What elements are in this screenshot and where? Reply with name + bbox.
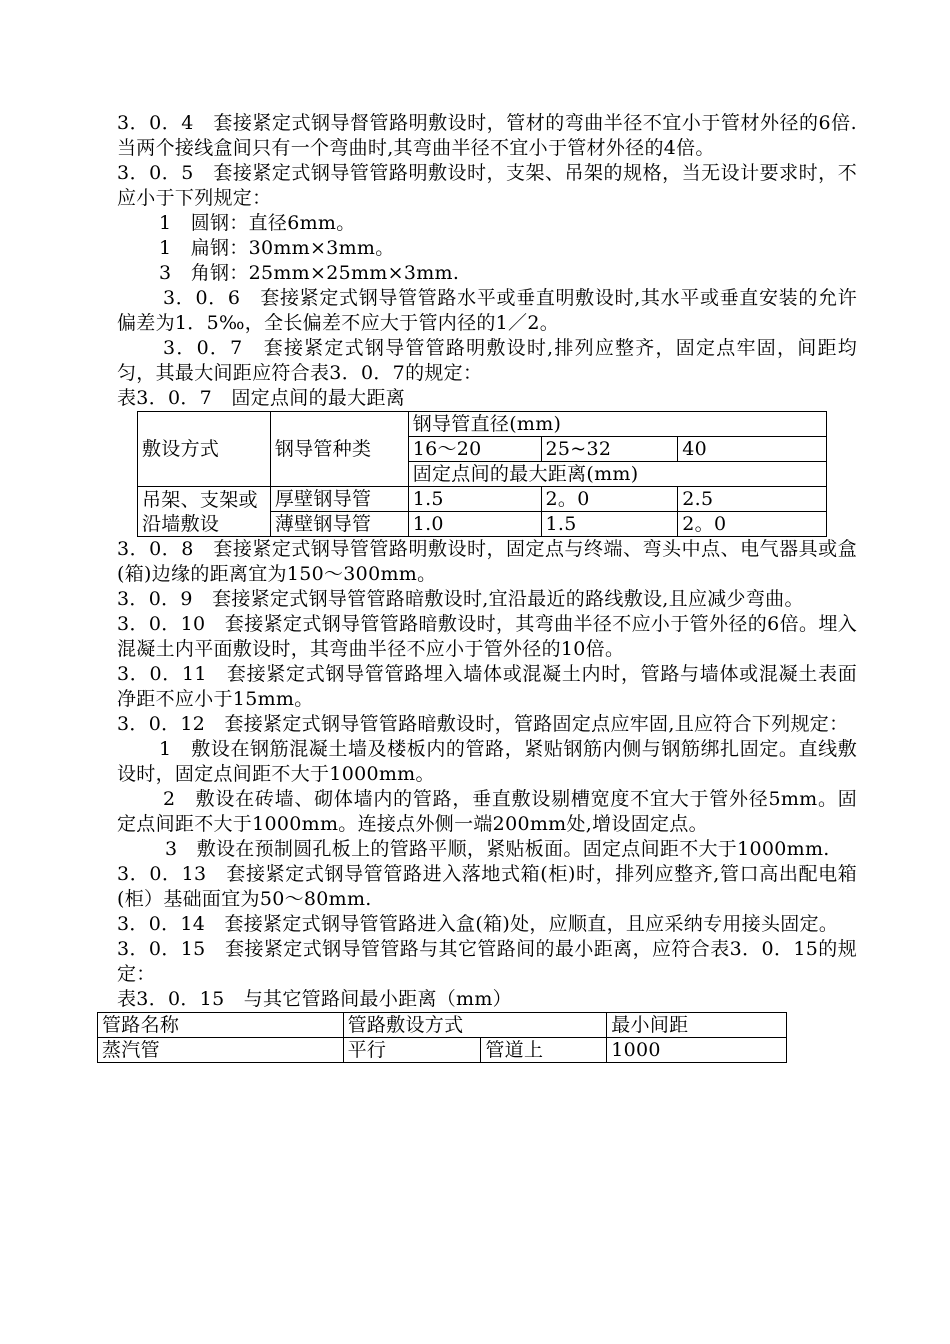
diameter-16-20: 16～20 (408, 437, 541, 462)
clause-3-0-6: 3．0．6 套接紧定式钢导管管路水平或垂直明敷设时,其水平或垂直安装的允许偏差为1．5‰，全长偏差不应大于管内径的1／2。 (117, 287, 857, 334)
clause-3-0-10: 3．0．10 套接紧定式钢导管管路暗敷设时，其弯曲半径不应小于管外径的6倍。埋入混凝土内平面敷设时，其弯曲半径不应小于管外径的10倍。 (117, 613, 857, 660)
min-distance-table (97, 1012, 787, 1063)
position-cell: 管道上 (481, 1038, 607, 1063)
table-caption-3-0-15: 表3．0．15 与其它管路间最小距离（mm） (117, 988, 512, 1010)
clause-3-0-4: 3．0．4 套接紧定式钢导督管路明敷设时，管材的弯曲半径不宜小于管材外径的6倍.当两个接线盒间只有一个弯曲时,其弯曲半径不宜小于管材外径的4倍。 (117, 112, 857, 159)
value-cell: 1.5 (408, 487, 541, 512)
header-min-distance: 最小间距 (607, 1013, 787, 1038)
list-item-round-steel: 1 圆钢：直径6mm。 (159, 212, 356, 234)
diameter-25-32: 25~32 (541, 437, 678, 462)
list-item-brick-wall: 2 敷设在砖墙、砌体墙内的管路，垂直敷设剔槽宽度不宜大于管外径5mm。固定点间距不大于1000mm。连接点外侧一端200mm处,增设固定点。 (117, 788, 857, 835)
clause-3-0-5: 3．0．5 套接紧定式钢导管管路明敷设时，支架、吊架的规格，当无设计要求时，不应小于下列规定： (117, 162, 857, 209)
header-laying-method: 敷设方式 (138, 412, 271, 487)
header-conduit-diameter: 钢导管直径(mm) (408, 412, 826, 437)
value-cell: 2。0 (541, 487, 678, 512)
min-distance-cell: 1000 (607, 1038, 787, 1063)
value-cell: 2。0 (678, 512, 827, 537)
laying-method-cell: 吊架、支架或沿墙敷设 (138, 487, 271, 537)
clause-3-0-8: 3．0．8 套接紧定式钢导管管路明敷设时，固定点与终端、弯头中点、电气器具或盒(箱)边缘的距离宜为150～300mm。 (117, 538, 857, 585)
header-pipe-laying-method: 管路敷设方式 (343, 1013, 607, 1038)
table-caption-3-0-7: 表3．0．7 固定点间的最大距离 (117, 387, 406, 409)
clause-3-0-13: 3．0．13 套接紧定式钢导管管路进入落地式箱(柜)时，排列应整齐,管口高出配电箱(柜）基础面宜为50～80mm. (117, 863, 857, 910)
list-item-flat-steel: 1 扁钢：30mm×3mm。 (159, 237, 395, 259)
value-cell: 1.5 (541, 512, 678, 537)
clause-3-0-7: 3．0．7 套接紧定式钢导管管路明敷设时,排列应整齐，固定点牢固，间距均匀，其最大间距应符合表3．0．7的规定： (117, 337, 857, 384)
clause-3-0-9: 3．0．9 套接紧定式钢导管管路暗敷设时,宜沿最近的路线敷设,且应减少弯曲。 (117, 588, 804, 610)
value-cell: 2.5 (678, 487, 827, 512)
header-conduit-type: 钢导管种类 (270, 412, 408, 487)
type-cell: 厚壁钢导管 (270, 487, 408, 512)
list-item-hollow-slab: 3 敷设在预制圆孔板上的管路平顺，紧贴板面。固定点间距不大于1000mm. (165, 838, 830, 860)
value-cell: 1.0 (408, 512, 541, 537)
clause-3-0-14: 3．0．14 套接紧定式钢导管管路进入盒(箱)处，应顺直，且应采纳专用接头固定。 (117, 913, 839, 935)
document-page (102, 111, 857, 1063)
table-row (98, 1038, 787, 1063)
header-max-distance: 固定点间的最大距离(mm) (408, 462, 826, 487)
clause-3-0-12: 3．0．12 套接紧定式钢导管管路暗敷设时，管路固定点应牢固,且应符合下列规定： (117, 713, 849, 735)
header-pipe-name: 管路名称 (98, 1013, 344, 1038)
laying-method-cell: 平行 (343, 1038, 481, 1063)
clause-3-0-15: 3．0．15 套接紧定式钢导管管路与其它管路间的最小距离，应符合表3．0．15的规定： (117, 938, 857, 985)
clause-3-0-11: 3．0．11 套接紧定式钢导管管路埋入墙体或混凝土内时，管路与墙体或混凝土表面净距不应小于15mm。 (117, 663, 857, 710)
list-item-angle-steel: 3 角钢：25mm×25mm×3mm. (159, 262, 460, 284)
type-cell: 薄壁钢导管 (270, 512, 408, 537)
table-row (138, 487, 827, 512)
pipe-name-cell: 蒸汽管 (98, 1038, 344, 1063)
diameter-40: 40 (678, 437, 827, 462)
list-item-concrete-wall: 1 敷设在钢筋混凝土墙及楼板内的管路，紧贴钢筋内侧与钢筋绑扎固定。直线敷设时，固定点间距不大于1000mm。 (117, 738, 857, 785)
max-distance-table (137, 411, 827, 537)
